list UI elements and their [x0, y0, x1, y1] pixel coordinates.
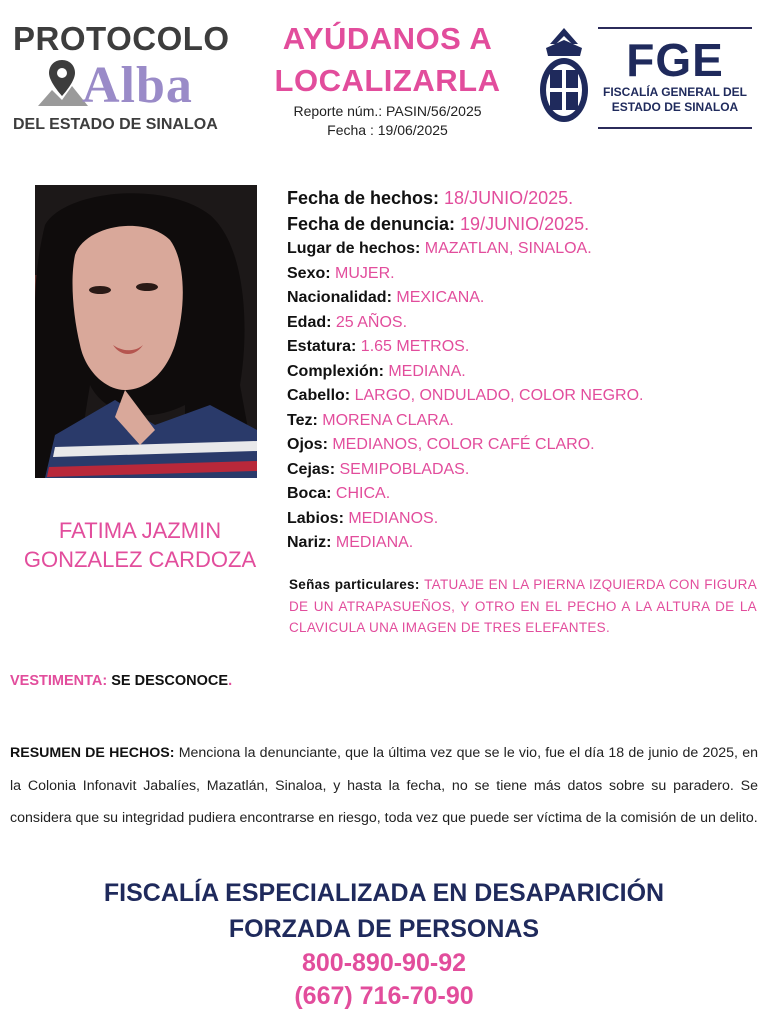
detail-value: SEMIPOBLADAS.	[339, 460, 470, 478]
detail-label: Sexo:	[287, 264, 336, 282]
detail-row-lips	[287, 507, 757, 532]
help-title	[265, 18, 510, 102]
detail-label: Tez:	[287, 411, 323, 429]
detail-row-skin	[287, 409, 757, 434]
detail-row-mouth	[287, 482, 757, 507]
distinguishing-marks	[289, 574, 757, 639]
detail-value: 1.65 METROS.	[360, 338, 470, 355]
person-photo	[35, 185, 257, 478]
detail-row-eyes	[287, 433, 757, 458]
fge-name-line1: FISCALÍA GENERAL DEL	[602, 85, 747, 99]
marks-label: Señas particulares:	[289, 577, 425, 592]
person-name	[5, 516, 275, 574]
phone-number-tollfree[interactable]: 800-890-90-92	[301, 949, 466, 977]
detail-row-event-date	[287, 185, 757, 211]
help-title-line1: AYÚDANOS A	[282, 21, 493, 56]
report-date: Fecha : 19/06/2025	[327, 122, 448, 138]
detail-label: Cabello:	[287, 387, 355, 404]
detail-label: Nacionalidad:	[287, 289, 397, 306]
detail-label: Fecha de hechos:	[287, 188, 445, 208]
detail-value: MEDIANOS.	[348, 509, 439, 527]
portrait-image	[35, 185, 257, 478]
logo-state-text: DEL ESTADO DE SINALOA	[13, 116, 218, 133]
detail-label: Lugar de hechos:	[287, 240, 425, 257]
protocolo-alba-logo	[10, 20, 250, 138]
detail-row-nationality	[287, 286, 757, 311]
footer-agency-line1: FISCALÍA ESPECIALIZADA EN DESAPARICIÓN	[103, 879, 665, 907]
detail-label: Fecha de denuncia:	[287, 214, 461, 234]
detail-value: 19/JUNIO/2025.	[460, 214, 590, 234]
detail-row-hair	[287, 384, 757, 409]
detail-value: CHICA.	[335, 485, 391, 502]
clothing-label: VESTIMENTA	[10, 673, 103, 689]
incident-summary	[10, 737, 758, 835]
clothing-value: SE DESCONOCE	[111, 673, 229, 689]
detail-row-age	[287, 311, 757, 336]
detail-label: Cejas:	[287, 460, 340, 478]
help-title-line2: LOCALIZARLA	[274, 63, 501, 98]
detail-row-build	[287, 360, 757, 385]
detail-value: MEXICANA.	[396, 289, 485, 306]
summary-label: RESUMEN DE HECHOS:	[10, 745, 179, 761]
detail-row-report-date	[287, 211, 757, 237]
detail-row-height	[287, 335, 757, 360]
detail-row-nose	[287, 531, 757, 556]
marks-value: TATUAJE EN LA PIERNA IZQUIERDA CON FIGURA DE UN ATRAPASUEÑOS, Y OTRO EN EL PECHO A LA ALTURA DE LA CLAVICULA UNA IMAGEN DE TRES ELEFANTES.	[289, 577, 758, 635]
detail-value: MEDIANA.	[335, 534, 414, 551]
summary-text: Menciona la denunciante, que la última vez que se le vio, fue el día 18 de junio de 2025, en la Colonia Infonavit Jabalíes, Mazatlán, Sinaloa, y hasta la fecha, no se tiene más datos sobre su paradero. Se considera que su integridad pudiera encontrarse en riesgo, toda vez que puede ser víctima de la comisión de un delito.	[10, 745, 758, 826]
logo-protocolo-text: PROTOCOLO	[13, 20, 230, 57]
detail-value: MORENA CLARA.	[322, 411, 454, 429]
fge-logo	[598, 27, 752, 129]
header-center	[265, 18, 510, 140]
detail-label: Edad:	[287, 313, 336, 331]
detail-value: MEDIANA.	[388, 362, 466, 380]
footer-agency-line2: FORZADA DE PERSONAS	[228, 915, 540, 943]
detail-label: Ojos:	[287, 436, 333, 453]
state-seal-icon	[536, 22, 592, 128]
detail-label: Complexión:	[287, 362, 389, 380]
clothing-colon: :	[102, 673, 112, 689]
detail-row-eyebrows	[287, 458, 757, 483]
footer	[0, 875, 768, 1013]
detail-label: Estatura:	[287, 338, 361, 355]
detail-value: 25 AÑOS.	[335, 313, 408, 331]
detail-row-place	[287, 237, 757, 262]
detail-value: 18/JUNIO/2025.	[444, 188, 574, 208]
fge-name-line2: ESTADO DE SINALOA	[611, 100, 739, 114]
person-name-line2: GONZALEZ CARDOZA	[23, 547, 257, 572]
person-details	[287, 185, 757, 556]
detail-value: LARGO, ONDULADO, COLOR NEGRO.	[354, 387, 644, 404]
person-name-line1: FATIMA JAZMIN	[58, 518, 222, 543]
logo-alba-text: Alba	[82, 57, 193, 114]
report-number: Reporte núm.: PASIN/56/2025	[293, 103, 482, 119]
phone-number-local[interactable]: (667) 716-70-90	[294, 982, 474, 1010]
detail-label: Labios:	[287, 509, 349, 527]
detail-row-sex	[287, 262, 757, 287]
detail-value: MAZATLAN, SINALOA.	[424, 240, 592, 257]
clothing-period: .	[228, 673, 233, 689]
detail-value: MUJER.	[335, 264, 395, 282]
detail-label: Nariz:	[287, 534, 336, 551]
fge-abbr: FGE	[626, 34, 724, 86]
detail-value: MEDIANOS, COLOR CAFÉ CLARO.	[332, 436, 595, 453]
clothing-line	[10, 673, 232, 689]
detail-label: Boca:	[287, 485, 336, 502]
